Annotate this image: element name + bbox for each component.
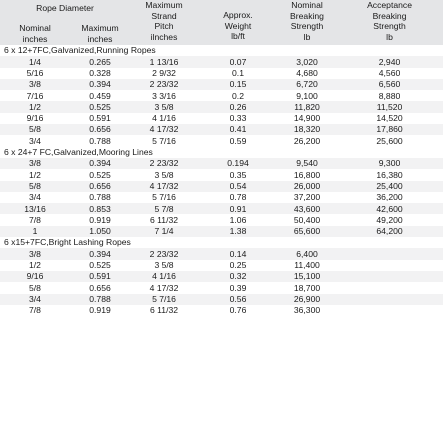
weight-header-line2: Weight — [224, 20, 252, 31]
pitch-cell: 3 5/8 — [130, 260, 198, 271]
table-row — [0, 203, 443, 214]
breaking-cell: 11,820 — [278, 101, 336, 112]
pitch-cell: 2 23/32 — [130, 248, 198, 259]
rope-diameter-header: Rope Diameter — [0, 0, 130, 23]
breaking-cell: 26,900 — [278, 294, 336, 305]
strand-pitch-header-line4: ilnches — [150, 31, 178, 42]
strand-pitch-header-line2: Strand — [151, 10, 177, 21]
table-row — [0, 68, 443, 79]
header-row-top — [0, 0, 443, 23]
pitch-cell: 6 11/32 — [130, 214, 198, 225]
nominal-cell: 3/8 — [0, 79, 70, 90]
weight-cell: 0.41 — [198, 124, 278, 135]
table-row — [0, 294, 443, 305]
breaking-cell: 18,320 — [278, 124, 336, 135]
nominal-cell: 1 — [0, 226, 70, 237]
maximum-cell: 0.525 — [70, 101, 130, 112]
acceptance-header-line1: Acceptance — [367, 0, 412, 10]
breaking-cell: 26,200 — [278, 135, 336, 146]
weight-cell: 0.35 — [198, 169, 278, 180]
acceptance-header — [336, 0, 443, 45]
maximum-cell: 1.050 — [70, 226, 130, 237]
section-title-row — [0, 237, 443, 248]
acceptance-cell: 8,880 — [336, 90, 443, 101]
acceptance-cell — [336, 248, 443, 259]
nominal-cell: 13/16 — [0, 203, 70, 214]
acceptance-cell: 9,300 — [336, 158, 443, 169]
nominal-cell: 1/2 — [0, 260, 70, 271]
maximum-inches-header — [70, 23, 130, 45]
table-row — [0, 124, 443, 135]
nominal-cell: 5/8 — [0, 282, 70, 293]
weight-cell: 0.25 — [198, 260, 278, 271]
nominal-header-line1: Nominal — [19, 23, 51, 33]
breaking-cell: 65,600 — [278, 226, 336, 237]
breaking-cell: 15,100 — [278, 271, 336, 282]
pitch-cell: 5 7/16 — [130, 135, 198, 146]
acceptance-header-line2: Breaking — [372, 10, 407, 21]
breaking-cell: 43,600 — [278, 203, 336, 214]
pitch-cell: 1 13/16 — [130, 56, 198, 67]
weight-cell: 1.38 — [198, 226, 278, 237]
section-title: 6 x15+7FC,Bright Lashing Ropes — [0, 237, 443, 248]
breaking-header-line1: Nominal — [291, 0, 323, 10]
maximum-cell: 0.459 — [70, 90, 130, 101]
strand-pitch-header-line1: Maximum — [145, 0, 183, 10]
nominal-cell: 3/8 — [0, 158, 70, 169]
maximum-cell: 0.591 — [70, 113, 130, 124]
breaking-header-line4: lb — [303, 31, 311, 42]
nominal-cell: 3/4 — [0, 192, 70, 203]
breaking-cell: 16,800 — [278, 169, 336, 180]
pitch-cell: 2 9/32 — [130, 68, 198, 79]
maximum-cell: 0.394 — [70, 248, 130, 259]
nominal-cell: 7/8 — [0, 214, 70, 225]
acceptance-cell: 25,600 — [336, 135, 443, 146]
table-row — [0, 169, 443, 180]
maximum-cell: 0.656 — [70, 124, 130, 135]
maximum-header-line2: inches — [87, 33, 113, 44]
pitch-cell: 3 3/16 — [130, 90, 198, 101]
nominal-cell: 1/4 — [0, 56, 70, 67]
acceptance-cell — [336, 260, 443, 271]
strand-pitch-header-line3: Pitch — [154, 21, 174, 31]
table-row — [0, 282, 443, 293]
weight-cell: 1.06 — [198, 214, 278, 225]
maximum-cell: 0.919 — [70, 214, 130, 225]
acceptance-cell — [336, 294, 443, 305]
nominal-cell: 5/16 — [0, 68, 70, 79]
strand-pitch-header — [130, 0, 198, 45]
weight-cell: 0.26 — [198, 101, 278, 112]
breaking-cell: 6,720 — [278, 79, 336, 90]
table-row — [0, 192, 443, 203]
maximum-cell: 0.328 — [70, 68, 130, 79]
acceptance-cell — [336, 282, 443, 293]
acceptance-cell: 49,200 — [336, 214, 443, 225]
acceptance-cell: 4,560 — [336, 68, 443, 79]
table-row — [0, 135, 443, 146]
acceptance-cell — [336, 305, 443, 316]
acceptance-cell: 64,200 — [336, 226, 443, 237]
breaking-cell: 11,400 — [278, 260, 336, 271]
acceptance-cell: 25,400 — [336, 181, 443, 192]
nominal-cell: 1/2 — [0, 169, 70, 180]
weight-cell: 0.59 — [198, 135, 278, 146]
table-row — [0, 214, 443, 225]
nominal-header-line2: inches — [22, 33, 48, 44]
acceptance-cell: 14,520 — [336, 113, 443, 124]
maximum-cell: 0.525 — [70, 169, 130, 180]
pitch-cell: 6 11/32 — [130, 305, 198, 316]
breaking-header-line3: Strength — [290, 21, 324, 31]
weight-cell: 0.56 — [198, 294, 278, 305]
nominal-inches-header — [0, 23, 70, 45]
breaking-cell: 26,000 — [278, 181, 336, 192]
weight-cell: 0.33 — [198, 113, 278, 124]
pitch-cell: 4 17/32 — [130, 124, 198, 135]
maximum-cell: 0.853 — [70, 203, 130, 214]
breaking-cell: 50,400 — [278, 214, 336, 225]
nominal-cell: 3/4 — [0, 135, 70, 146]
breaking-cell: 36,300 — [278, 305, 336, 316]
weight-cell: 0.1 — [198, 68, 278, 79]
weight-cell: 0.54 — [198, 181, 278, 192]
breaking-cell: 4,680 — [278, 68, 336, 79]
table-row — [0, 305, 443, 316]
acceptance-cell: 42,600 — [336, 203, 443, 214]
acceptance-cell: 11,520 — [336, 101, 443, 112]
nominal-cell: 9/16 — [0, 113, 70, 124]
pitch-cell: 4 17/32 — [130, 181, 198, 192]
breaking-cell: 37,200 — [278, 192, 336, 203]
acceptance-header-line3: Strength — [373, 21, 406, 31]
section-title: 6 x 12+7FC,Galvanized,Running Ropes — [0, 45, 443, 56]
maximum-cell: 0.394 — [70, 158, 130, 169]
nominal-cell: 1/2 — [0, 101, 70, 112]
weight-cell: 0.15 — [198, 79, 278, 90]
nominal-cell: 7/16 — [0, 90, 70, 101]
breaking-cell: 9,540 — [278, 158, 336, 169]
pitch-cell: 5 7/16 — [130, 192, 198, 203]
maximum-header-line1: Maximum — [81, 23, 119, 33]
acceptance-cell: 6,560 — [336, 79, 443, 90]
pitch-cell: 5 7/16 — [130, 294, 198, 305]
weight-cell: 0.91 — [198, 203, 278, 214]
maximum-cell: 0.656 — [70, 282, 130, 293]
acceptance-cell: 36,200 — [336, 192, 443, 203]
weight-header-line3: lb/ft — [231, 31, 245, 41]
maximum-cell: 0.525 — [70, 260, 130, 271]
breaking-cell: 6,400 — [278, 248, 336, 259]
nominal-cell: 5/8 — [0, 181, 70, 192]
section-title-row — [0, 45, 443, 56]
table-row — [0, 56, 443, 67]
acceptance-cell: 16,380 — [336, 169, 443, 180]
table-row — [0, 101, 443, 112]
pitch-cell: 4 1/16 — [130, 271, 198, 282]
section-title-row — [0, 147, 443, 158]
nominal-cell: 7/8 — [0, 305, 70, 316]
weight-cell: 0.14 — [198, 248, 278, 259]
breaking-header-line2: Breaking — [290, 10, 324, 21]
pitch-cell: 2 23/32 — [130, 79, 198, 90]
maximum-cell: 0.788 — [70, 192, 130, 203]
weight-cell: 0.32 — [198, 271, 278, 282]
table-row — [0, 271, 443, 282]
breaking-cell: 14,900 — [278, 113, 336, 124]
breaking-cell: 9,100 — [278, 90, 336, 101]
table-row — [0, 90, 443, 101]
table-row — [0, 248, 443, 259]
weight-cell: 0.39 — [198, 282, 278, 293]
table-row — [0, 79, 443, 90]
maximum-cell: 0.919 — [70, 305, 130, 316]
weight-cell: 0.78 — [198, 192, 278, 203]
maximum-cell: 0.265 — [70, 56, 130, 67]
weight-header — [198, 0, 278, 45]
nominal-cell: 5/8 — [0, 124, 70, 135]
pitch-cell: 4 1/16 — [130, 113, 198, 124]
weight-cell: 0.194 — [198, 158, 278, 169]
table-row — [0, 260, 443, 271]
section-title: 6 x 24+7 FC,Galvanized,Mooring Lines — [0, 147, 443, 158]
acceptance-cell — [336, 271, 443, 282]
table-row — [0, 226, 443, 237]
pitch-cell: 3 5/8 — [130, 169, 198, 180]
weight-cell: 0.2 — [198, 90, 278, 101]
maximum-cell: 0.788 — [70, 294, 130, 305]
nominal-cell: 9/16 — [0, 271, 70, 282]
table-row — [0, 181, 443, 192]
pitch-cell: 7 1/4 — [130, 226, 198, 237]
acceptance-header-line4: lb — [386, 31, 393, 42]
nominal-cell: 3/4 — [0, 294, 70, 305]
maximum-cell: 0.591 — [70, 271, 130, 282]
pitch-cell: 3 5/8 — [130, 101, 198, 112]
pitch-cell: 5 7/8 — [130, 203, 198, 214]
table-row — [0, 113, 443, 124]
breaking-cell: 18,700 — [278, 282, 336, 293]
nominal-cell: 3/8 — [0, 248, 70, 259]
weight-cell: 0.07 — [198, 56, 278, 67]
pitch-cell: 4 17/32 — [130, 282, 198, 293]
acceptance-cell: 2,940 — [336, 56, 443, 67]
pitch-cell: 2 23/32 — [130, 158, 198, 169]
weight-cell: 0.76 — [198, 305, 278, 316]
acceptance-cell: 17,860 — [336, 124, 443, 135]
weight-header-line1: Approx. — [223, 10, 253, 20]
table-row — [0, 158, 443, 169]
maximum-cell: 0.656 — [70, 181, 130, 192]
maximum-cell: 0.394 — [70, 79, 130, 90]
breaking-header — [278, 0, 336, 45]
breaking-cell: 3,020 — [278, 56, 336, 67]
maximum-cell: 0.788 — [70, 135, 130, 146]
